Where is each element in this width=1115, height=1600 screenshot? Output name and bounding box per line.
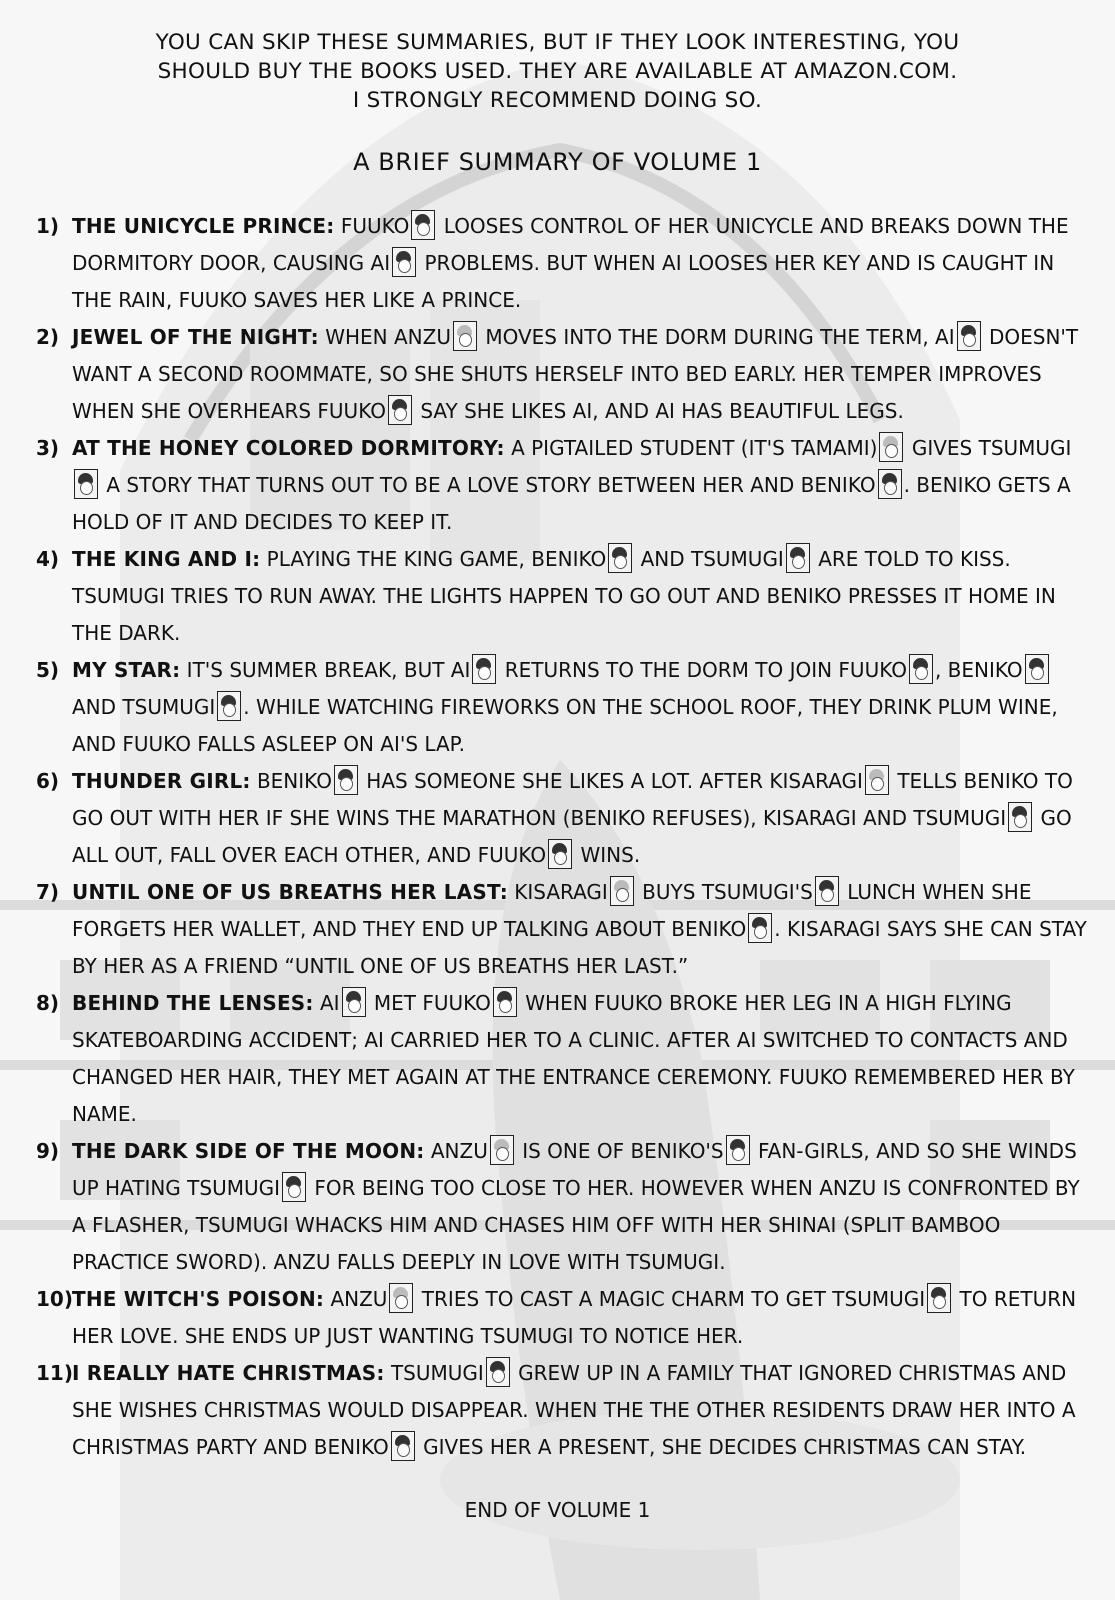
item-title: MY STAR: bbox=[72, 658, 181, 682]
item-number: 3) bbox=[36, 436, 60, 460]
item-text: WINS. bbox=[574, 843, 641, 867]
face-beniko-icon bbox=[726, 1135, 750, 1165]
item-text: LOOSES CONTROL OF HER UNICYCLE AND BREAKS DOWN THE DORMITORY DOOR, CAUSING AI bbox=[72, 214, 1069, 275]
item-text: TELLS BENIKO TO GO OUT WITH HER IF SHE WINS THE MARATHON (BENIKO REFUSES), KISARAGI AND TSUMUGI bbox=[72, 769, 1073, 830]
summary-item bbox=[36, 541, 1088, 652]
face-tamami-icon bbox=[879, 432, 903, 462]
item-number: 2) bbox=[36, 325, 60, 349]
item-text: . KISARAGI SAYS SHE CAN STAY BY HER AS A FRIEND “UNTIL ONE OF US BREATHS HER LAST.” bbox=[72, 917, 1087, 978]
summary-item bbox=[36, 208, 1088, 319]
summary-item bbox=[36, 652, 1088, 763]
item-number: 6) bbox=[36, 769, 60, 793]
face-fuuko-icon bbox=[548, 839, 572, 869]
summary-item bbox=[36, 1133, 1088, 1281]
intro-paragraph bbox=[60, 28, 1055, 115]
item-title: AT THE HONEY COLORED DORMITORY: bbox=[72, 436, 505, 460]
item-text: SAY SHE LIKES AI, AND AI HAS BEAUTIFUL LEGS. bbox=[413, 399, 904, 423]
section-heading: A BRIEF SUMMARY OF VOLUME 1 bbox=[353, 148, 762, 176]
item-title: THE WITCH'S POISON: bbox=[72, 1287, 325, 1311]
summary-item bbox=[36, 985, 1088, 1133]
item-text: MOVES INTO THE DORM DURING THE TERM, AI bbox=[478, 325, 955, 349]
summary-item bbox=[36, 319, 1088, 430]
item-text: BENIKO bbox=[250, 769, 332, 793]
item-number: 7) bbox=[36, 880, 60, 904]
face-ai-icon bbox=[472, 654, 496, 684]
item-text: LUNCH WHEN SHE FORGETS HER WALLET, AND THEY END UP TALKING ABOUT BENIKO bbox=[72, 880, 1032, 941]
intro-line: YOU CAN SKIP THESE SUMMARIES, BUT IF THEY LOOK INTERESTING, YOU bbox=[155, 30, 960, 55]
face-ai-icon bbox=[392, 247, 416, 277]
item-title: JEWEL OF THE NIGHT: bbox=[72, 325, 319, 349]
item-text: PLAYING THE KING GAME, BENIKO bbox=[260, 547, 607, 571]
item-text: ARE TOLD TO KISS. TSUMUGI TRIES TO RUN AWAY. THE LIGHTS HAPPEN TO GO OUT AND BENIKO PRESSES IT HOME IN THE DARK. bbox=[72, 547, 1056, 645]
summary-item bbox=[36, 763, 1088, 874]
intro-line: I STRONGLY RECOMMEND DOING SO. bbox=[352, 88, 763, 113]
face-fuuko-icon bbox=[493, 987, 517, 1017]
face-beniko-icon bbox=[334, 765, 358, 795]
face-beniko-icon bbox=[878, 469, 902, 499]
face-fuuko-icon bbox=[909, 654, 933, 684]
face-beniko-icon bbox=[391, 1431, 415, 1461]
face-anzu-icon bbox=[453, 321, 477, 351]
item-text: AND TSUMUGI bbox=[634, 547, 784, 571]
item-title: I REALLY HATE CHRISTMAS: bbox=[72, 1361, 385, 1385]
item-number: 4) bbox=[36, 547, 60, 571]
item-number: 8) bbox=[36, 991, 60, 1015]
item-number: 10) bbox=[36, 1287, 73, 1311]
item-text: PROBLEMS. BUT WHEN AI LOOSES HER KEY AND IS CAUGHT IN THE RAIN, FUUKO SAVES HER LIKE A PRINCE. bbox=[72, 251, 1055, 312]
summary-item bbox=[36, 430, 1088, 541]
item-title: THUNDER GIRL: bbox=[72, 769, 251, 793]
item-text: GO ALL OUT, FALL OVER EACH OTHER, AND FUUKO bbox=[72, 806, 1072, 867]
face-beniko-icon bbox=[608, 543, 632, 573]
item-text: . BENIKO GETS A HOLD OF IT AND DECIDES TO KEEP IT. bbox=[72, 473, 1071, 534]
item-title: BEHIND THE LENSES: bbox=[72, 991, 314, 1015]
item-number: 11) bbox=[36, 1361, 73, 1385]
face-tsumugi-icon bbox=[217, 691, 241, 721]
face-kisaragi-icon bbox=[610, 876, 634, 906]
item-text: DOESN'T WANT A SECOND ROOMMATE, SO SHE SHUTS HERSELF INTO BED EARLY. HER TEMPER IMPROVES WHEN SHE OVERHEARS FUUKO bbox=[72, 325, 1079, 423]
face-tsumugi-icon bbox=[282, 1172, 306, 1202]
face-ai-icon bbox=[957, 321, 981, 351]
item-text: BUYS TSUMUGI'S bbox=[635, 880, 813, 904]
face-beniko-icon bbox=[1025, 654, 1049, 684]
item-text: FAN-GIRLS, AND SO SHE WINDS UP HATING TSUMUGI bbox=[72, 1139, 1077, 1200]
item-text: A STORY THAT TURNS OUT TO BE A LOVE STORY BETWEEN HER AND BENIKO bbox=[100, 473, 876, 497]
item-number: 5) bbox=[36, 658, 60, 682]
item-text: AI bbox=[313, 991, 340, 1015]
face-tsumugi-icon bbox=[927, 1283, 951, 1313]
summary-item bbox=[36, 874, 1088, 985]
intro-line: SHOULD BUY THE BOOKS USED. THEY ARE AVAILABLE AT AMAZON.COM. bbox=[157, 59, 958, 84]
item-text: ANZU bbox=[424, 1139, 488, 1163]
item-title: THE KING AND I: bbox=[72, 547, 261, 571]
item-text: , BENIKO bbox=[934, 658, 1023, 682]
item-number: 1) bbox=[36, 214, 60, 238]
item-title: UNTIL ONE OF US BREATHS HER LAST: bbox=[72, 880, 508, 904]
item-text: FOR BEING TOO CLOSE TO HER. HOWEVER WHEN ANZU IS CONFRONTED BY A FLASHER, TSUMUGI WHACKS HIM AND CHASES HIM OFF WITH HER SHINAI (SPLIT BAMBOO PRACTICE SWORD). ANZU FALLS DEEPLY IN LOVE WITH TSUMUGI. bbox=[72, 1176, 1080, 1274]
item-text: WHEN FUUKO BROKE HER LEG IN A HIGH FLYING SKATEBOARDING ACCIDENT; AI CARRIED HER TO A CLINIC. AFTER AI SWITCHED TO CONTACTS AND CHANGED HER HAIR, THEY MET AGAIN AT THE ENTRANCE CEREMONY. FUUKO REMEMBERED HER BY NAME. bbox=[72, 991, 1075, 1126]
item-text: TO RETURN HER LOVE. SHE ENDS UP JUST WANTING TSUMUGI TO NOTICE HER. bbox=[72, 1287, 1077, 1348]
face-tsumugi-icon bbox=[1008, 802, 1032, 832]
item-text: TRIES TO CAST A MAGIC CHARM TO GET TSUMUGI bbox=[415, 1287, 926, 1311]
face-fuuko-icon bbox=[388, 395, 412, 425]
item-text: AND TSUMUGI bbox=[72, 695, 216, 719]
item-text: ANZU bbox=[324, 1287, 388, 1311]
summary-list bbox=[36, 208, 1088, 1466]
item-text: IS ONE OF BENIKO'S bbox=[515, 1139, 724, 1163]
item-text: HAS SOMEONE SHE LIKES A LOT. AFTER KISARAGI bbox=[359, 769, 863, 793]
item-text: GIVES TSUMUGI bbox=[905, 436, 1072, 460]
face-ai-icon bbox=[342, 987, 366, 1017]
item-text: . WHILE WATCHING FIREWORKS ON THE SCHOOL ROOF, THEY DRINK PLUM WINE, AND FUUKO FALLS ASLEEP ON AI'S LAP. bbox=[72, 695, 1058, 756]
face-tsumugi-icon bbox=[786, 543, 810, 573]
item-text: A PIGTAILED STUDENT (IT'S TAMAMI) bbox=[504, 436, 878, 460]
face-anzu-icon bbox=[389, 1283, 413, 1313]
item-text: GREW UP IN A FAMILY THAT IGNORED CHRISTMAS AND SHE WISHES CHRISTMAS WOULD DISAPPEAR. WHEN THE THE OTHER RESIDENTS DRAW HER INTO A CHRISTMAS PARTY AND BENIKO bbox=[72, 1361, 1076, 1459]
item-text: RETURNS TO THE DORM TO JOIN FUUKO bbox=[498, 658, 907, 682]
face-tsumugi-icon bbox=[486, 1357, 510, 1387]
summary-item bbox=[36, 1281, 1088, 1355]
face-fuuko-icon bbox=[411, 210, 435, 240]
item-text: IT'S SUMMER BREAK, BUT AI bbox=[180, 658, 471, 682]
face-beniko-icon bbox=[748, 913, 772, 943]
item-text: FUUKO bbox=[334, 214, 410, 238]
summary-item bbox=[36, 1355, 1088, 1466]
item-text: TSUMUGI bbox=[384, 1361, 484, 1385]
item-number: 9) bbox=[36, 1139, 60, 1163]
face-tsumugi-icon bbox=[815, 876, 839, 906]
item-text: KISARAGI bbox=[507, 880, 608, 904]
footer-text: END OF VOLUME 1 bbox=[464, 1498, 651, 1522]
face-kisaragi-icon bbox=[865, 765, 889, 795]
face-tsumugi-icon bbox=[74, 469, 98, 499]
item-title: THE UNICYCLE PRINCE: bbox=[72, 214, 335, 238]
face-anzu-icon bbox=[490, 1135, 514, 1165]
item-text: MET FUUKO bbox=[367, 991, 491, 1015]
item-title: THE DARK SIDE OF THE MOON: bbox=[72, 1139, 425, 1163]
item-text: WHEN ANZU bbox=[318, 325, 451, 349]
item-text: GIVES HER A PRESENT, SHE DECIDES CHRISTMAS CAN STAY. bbox=[416, 1435, 1027, 1459]
